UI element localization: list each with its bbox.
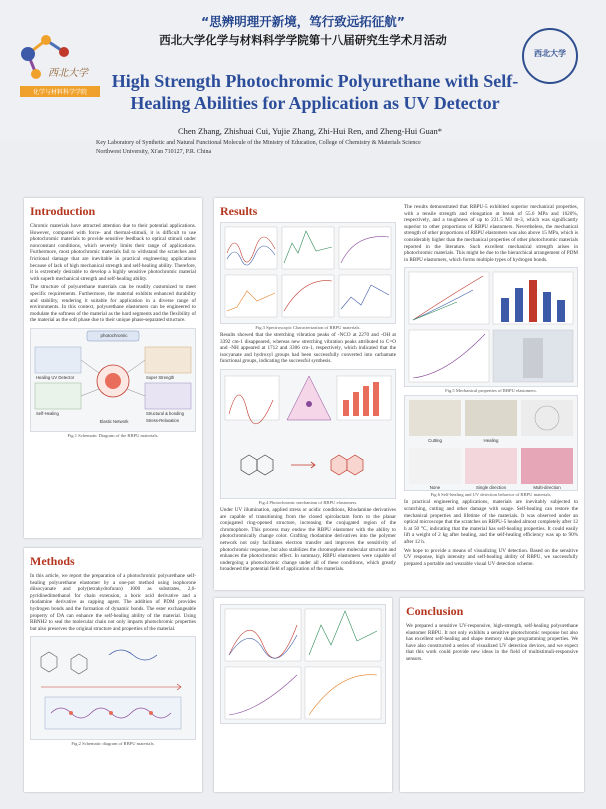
self-healing-photos-icon [405,396,577,490]
conclusion-panel [400,598,584,792]
conclusion-heading: Conclusion [406,604,464,618]
introduction-paragraph-2: The structure of polyurethane materials can be readily customized to meet specific requirements. Furthermore, the material exhibits enhanced durability and stability, rendering it suitable for application in a diverse range of environments. In this context, polyurethane elastomers can be engineered to modulate the softness of the material as the hard segments and the flexibility of the material as the soft phase due to their unique phase-separated structure. [30,284,196,324]
uv-response-figure [220,604,386,724]
spectra-figure-caption: Fig.3 Spectroscopic Characterization of RBPU materials. [255,325,361,330]
schematic-label-strength: Super Strength [146,374,175,380]
results-paragraph-4: In practical engineering applications, materials are inevitably subjected to scratching, cutting and other damage with usage. Self-healing can restore the mechanical properties and lifetime of the materials. It was observed under an optical microscope that the scratches on RBPU-5 healed almost completely after 12 h at 50 °C, indicating that the material has self-healing properties. It could easily lift a weight of 2 kg after healing, and the self-healing efficiency was up to 90% after 12 h. [404,499,578,545]
poster-header [0,0,606,155]
photochromic-mechanism-figure [220,369,396,499]
methods-figure-caption: Fig.2 Schematic diagram of RBPU materials. [71,741,155,747]
mechanical-figure-caption: Fig.5 Mechanical properties of RBPU elastomers. [445,388,537,394]
mechanism-diagram-icon [221,370,395,498]
schematic-label-photochromic: photochromic [100,332,128,338]
photo-label-healing: Healing [483,438,499,444]
methods-figure [30,636,196,740]
logo-left-sub: 化学与材料科学学院 [20,86,100,97]
spectra-figure [220,222,396,324]
stress-strain-plots-icon [405,268,577,386]
mechanism-figure-caption: Fig.4 Photochromic mechanism of RBPU elastomers. [258,499,358,505]
results-column-2 [404,204,578,567]
author-list: Chen Zhang, Zhishuai Cui, Yujie Zhang, Zhi-Hui Ren, and Zheng-Hui Guan* [177,126,443,136]
results-column-1 [220,222,396,573]
methods-heading: Methods [30,554,75,568]
introduction-figure-caption: Fig.1 Schematic Diagram of the RBPU materials. [67,432,159,438]
self-healing-figure-caption: Fig.6 Self-healing and UV detection behavior of RBPU materials. [430,492,552,498]
photo-label-cutting: Cutting [428,438,442,444]
mechanical-properties-figure [404,267,578,387]
schematic-label-uv-detector: Healing UV Detector [36,374,75,380]
college-logo [8,26,108,106]
results-paragraph-3: The results demonstrated that RBPU-5 exhibited superior mechanical properties, with a tensile strength and elongation at break of 55.6 MPa and 1620%, respectively, and a toughness of up to 231.5 MJ m-3, which was significantly superior to other proportions of RBPU elastomers. Nevertheless, the mechanical strength of other proportions of RBPU elastomers was also above 15 MPa, which is considerably higher than the mechanical properties of other photochromic materials reported in the literature. Such excellent mechanical strength arises in photochromic materials. This might be due to the hierarchical arrangement of PDM in RBPU elastomers, which forms multiple types of hydrogen bonds. [404,204,578,263]
results-panel-lower [214,598,392,792]
schematic-label-self-healing: Self-Healing [36,410,59,416]
schematic-figure [30,328,196,432]
schematic-label-network: Elastic Network [99,418,129,424]
title-line-1: High Strength Photochromic Polyurethane with Self- [111,71,519,91]
synthesis-scheme-icon [31,637,195,739]
methods-panel [24,548,202,792]
photo-label-multi: Multi-direction [533,485,561,491]
self-healing-figure [404,395,578,491]
affiliation-line-2: Northwest University, Xi'an 710127, P.R. China [96,149,212,155]
spectra-plots-icon [221,223,395,323]
results-paragraph-5: We hope to provide a means of visualizing UV detection. Based on the sensitive UV response, high intensity and self-healing ability of RBPU, we successfully prepared a portable and wearable visual UV detection scheme. [404,547,578,567]
introduction-panel [24,198,202,538]
event-slogan: “思辨明理开新境，笃行致远拓征航” [201,14,405,29]
schematic-label-structural: Structural & bonding [146,410,184,416]
results-heading: Results [220,204,258,218]
conclusion-paragraph: We prepared a sensitive UV-responsive, high-strength, self-healing polyurethane elastomer RBPU. It not only exhibits a sensitive photochromic response but also has excellent self-healing and shape memory shape programming properties. We have also constructed a series of visualized UV detection devices, and we expect that this work could provide new ideas in the field of multistimuli-responsive sensors. [406,623,578,662]
event-name: 西北大学化学与材料科学学院第十八届研究生学术月活动 [159,33,447,47]
introduction-paragraph-1: Chromic materials have attracted attention due to their potential applications. However, compared with force- and thermal-stimuli, it is difficult to use photochromic materials to provide sensitive feedback to optical stimuli under nonconstant conditions, which severely limits their range of applications. Furthermore, most photochromic materials fail to withstand the scratches and frictional damage that are inevitable in practical engineering applications because of lack of high mechanical strength and self-healing ability. Therefore, it is extremely desirable to develop a highly sensitive photochromic material with superb mechanical strength and self-healing ability. [30,223,196,282]
poster-title [110,70,520,114]
results-panel [214,198,584,590]
affiliation-line-1: Key Laboratory of Synthetic and Natural Functional Molecule of the Ministry of Education, College of Chemistry & Materials Science [96,140,421,146]
schematic-label-stress: Stress-Relaxation [146,417,180,423]
university-seal [522,28,578,84]
affiliation [96,139,516,157]
uv-response-plots-icon [221,605,385,723]
logo-left-text: 西北大学 [48,68,88,79]
logo-right-text: 西北大学 [534,49,566,58]
introduction-heading: Introduction [30,204,96,218]
results-paragraph-1: Results showed that the stretching vibration peaks of -NCO at 2270 and -OH at 3392 cm-1 disappeared, whereas new stretching vibration peaks attributed to C=O and -NH appeared at 1712 and 3306 cm-1, respectively, which indicated that the isocyanate and hydroxyl groups had been successfully converted into carbamate functional groups, indicating the successful synthesis. [220,332,396,365]
photo-label-single: Single direction [475,485,507,491]
photo-label-none: None [429,485,441,491]
methods-paragraph: In this article, we report the preparation of a photochromic polyurethane self-healing polyurethane elastomer by a one-pot method using isophorone diisocyanate and poly(tetrahydrofuran) 1000 as substrates, 2,6-pyridinedimethanol for chain extension, a boric acid derivative and a rhodamine derivative as capping agent. The addition of PDM provides hydrogen bonds and the formation of dynamic bonds. The ester exchangeable property of DA can enhance the self-healing ability of the material. Using RBNH2 to seal the molecular chain not only imparts photochromic properties but also preserves the original structure and properties of the material. [30,573,196,632]
title-line-2: Healing Abilities for Application as UV Detector [130,93,500,113]
results-paragraph-2: Under UV illumination, applied stress or acidic conditions, Rhodamine derivatives are capable of transitioning from the closed spirolactam form to the planar conjugated ring-opened structure, increasing the conjugated region of the chromophore. This process may endow the RBPU elastomer with the ability to photochromically change color. Grafting rhodamine derivatives into the polymer network not only facilitates electron transfer and improves the sensitivity of photochromic response, but also stabilizes the chromophore molecular structure and enhances the photochromic effect. In summary, RBPU elastomers were capable of undergoing a photochromic change under all of these conditions, which greatly broadened the potential field of application of the materials. [220,506,396,573]
